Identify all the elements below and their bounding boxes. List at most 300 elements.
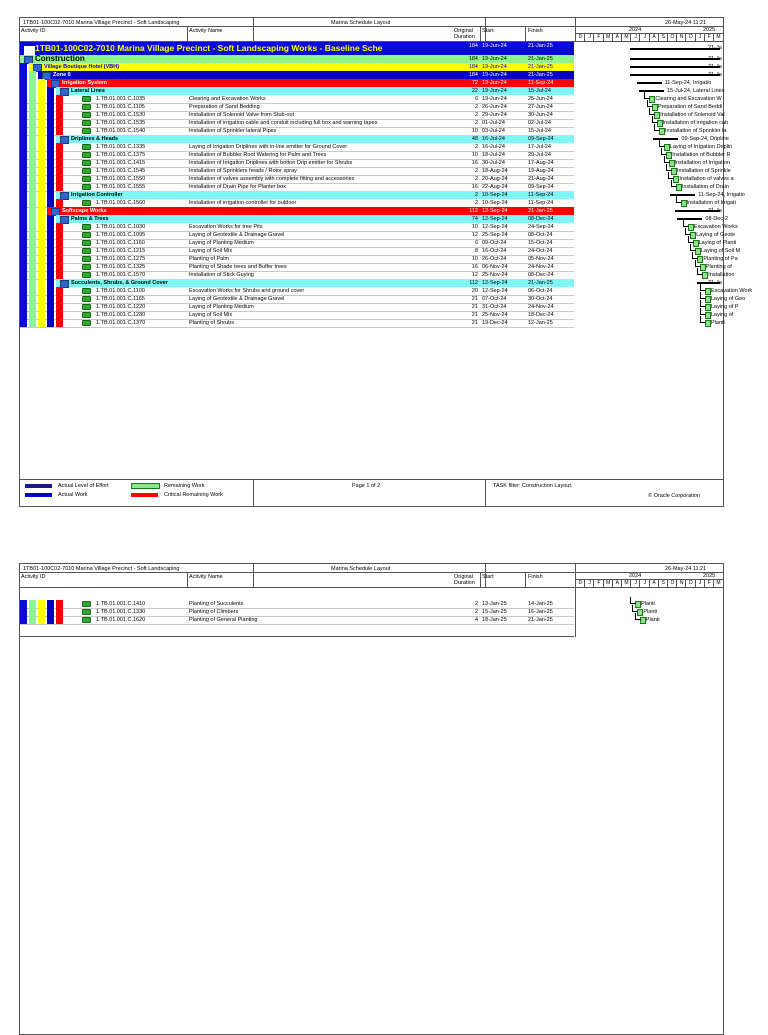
start-date: 19-Jun-24 — [482, 43, 507, 49]
report-date: 26-May-24 11:21 — [665, 20, 707, 26]
activity-row[interactable] — [20, 303, 574, 311]
activity-name: Installation of Sprinklers heads / Rotor spray — [189, 168, 297, 174]
activity-icon — [82, 144, 91, 150]
activity-icon — [82, 601, 91, 607]
activity-icon — [82, 304, 91, 310]
gantt-summary-bar[interactable] — [677, 218, 702, 220]
activity-id: 1.TB.01.001.C.1620 — [96, 617, 146, 623]
activity-row[interactable] — [20, 295, 574, 303]
col-activity-id[interactable]: Activity ID — [21, 28, 46, 34]
gantt-bar-label: Installation of Bubbler R — [672, 151, 731, 158]
gantt-link — [666, 164, 672, 171]
outline-level-bar — [47, 191, 54, 199]
finish-date: 05-Nov-24 — [528, 256, 554, 262]
outline-level-bar — [38, 135, 45, 143]
gantt-row — [575, 231, 736, 239]
start-date: 19-Jun-24 — [482, 56, 507, 62]
gantt-link — [700, 308, 706, 315]
start-date: 25-Sep-24 — [482, 232, 508, 238]
gantt-bar-label: Installation of Solenoid Val — [660, 111, 725, 118]
activity-id: 1.TB.01.001.C.1410 — [96, 601, 146, 607]
activity-row[interactable] — [20, 199, 574, 207]
gantt-bar-label: Installation of Sprinkle — [677, 167, 731, 174]
start-date: 19-Jun-24 — [482, 96, 507, 102]
original-duration: 20 — [471, 288, 478, 294]
wbs-row[interactable] — [29, 63, 574, 71]
activity-name: Installation of Solenoid Valve from Stub-out — [189, 112, 295, 118]
gantt-row — [575, 135, 729, 143]
start-date: 25-Nov-24 — [482, 272, 508, 278]
start-date: 26-Jun-24 — [482, 104, 507, 110]
gantt-bar-label: 21-Ja — [708, 45, 722, 51]
start-date: 12-Sep-24 — [482, 208, 508, 214]
gantt-row — [575, 127, 727, 135]
finish-date: 09-Sep-24 — [528, 136, 554, 142]
timescale-month: A — [612, 33, 622, 41]
gantt-bar-label: Planti — [645, 616, 660, 623]
gantt-row — [575, 111, 723, 119]
activity-name: Preparation of Sand Bedding — [189, 104, 260, 110]
gantt-bar-label: Laying of Irrigation Driplin — [669, 143, 733, 150]
timescale-month: J — [639, 33, 649, 41]
gantt-row — [575, 215, 729, 223]
original-duration: 2 — [474, 176, 478, 182]
gantt-bar-label: Excavation Works — [693, 223, 738, 230]
gantt-summary-bar[interactable] — [637, 82, 662, 84]
activity-icon — [82, 112, 91, 118]
start-date: 12-Sep-24 — [482, 224, 508, 230]
gantt-bar-label: Planti — [643, 608, 658, 615]
timescale-month: N — [676, 33, 686, 41]
gantt-link — [683, 220, 689, 227]
activity-row[interactable] — [20, 95, 574, 103]
finish-date: 27-Jun-24 — [528, 104, 553, 110]
activity-row[interactable] — [20, 319, 574, 327]
gantt-link — [661, 148, 667, 155]
activity-row[interactable] — [20, 183, 574, 191]
start-date: 03-Jul-24 — [482, 128, 505, 134]
finish-date: 21-Jan-25 — [528, 208, 553, 214]
wbs-row[interactable] — [56, 135, 574, 143]
activity-row[interactable] — [20, 143, 574, 151]
activity-icon — [82, 200, 91, 206]
outline-level-bar — [20, 207, 27, 215]
start-date: 16-Oct-24 — [482, 248, 507, 254]
col-activity-name[interactable]: Activity Name — [189, 574, 223, 580]
start-date: 31-Oct-24 — [482, 304, 507, 310]
gantt-bar-label: Excavation Work — [711, 287, 753, 294]
finish-date: 21-Jan-25 — [528, 280, 553, 286]
timescale-month: F — [704, 579, 714, 587]
wbs-name: Construction — [35, 54, 85, 63]
finish-date: 29-Jul-24 — [528, 152, 551, 158]
start-date: 10-Sep-24 — [482, 200, 508, 206]
activity-row[interactable] — [20, 151, 574, 159]
gantt-bar-label: Installation of irrigation cab — [662, 119, 729, 126]
timescale-month: S — [658, 33, 668, 41]
activity-id: 1.TB.01.001.C.1215 — [96, 248, 146, 254]
gantt-row — [575, 151, 731, 159]
gantt-bar-label: Installation of Irrigation — [674, 159, 730, 166]
timescale-year-2024: 2024 — [629, 27, 642, 33]
col-activity-name[interactable]: Activity Name — [189, 28, 223, 34]
finish-date: 08-Dec-24 — [528, 216, 554, 222]
outline-level-bar — [20, 71, 27, 79]
gantt-link — [692, 252, 698, 259]
activity-name: Laying of Planting Medium — [189, 240, 254, 246]
gantt-bar-label: 21-Ja — [708, 207, 722, 214]
gantt-link — [649, 108, 655, 115]
wbs-name: Irrigation Controller — [71, 192, 123, 198]
project-title: 1TB01-100C02-7010 Marina Village Precinct - Soft Landscaping — [23, 20, 180, 26]
gantt-link — [644, 92, 650, 99]
outline-level-bar — [20, 79, 27, 87]
activity-id: 1.TB.01.001.C.1535 — [96, 120, 146, 126]
timescale-month: D — [575, 579, 585, 587]
activity-row[interactable] — [20, 119, 574, 127]
activity-row[interactable] — [20, 223, 574, 231]
legend-actual-loe: Actual Level of Effort — [58, 483, 109, 489]
folder-icon — [24, 46, 35, 55]
report-header-2 — [20, 564, 723, 588]
wbs-row[interactable] — [56, 215, 574, 223]
col-duration-line1[interactable]: Original — [454, 28, 473, 34]
activity-row[interactable] — [20, 255, 574, 263]
activity-id: 1.TB.01.001.C.1530 — [96, 112, 146, 118]
activity-row[interactable] — [20, 608, 574, 616]
outline-level-bar — [20, 135, 27, 143]
wbs-name: Succulents, Shrubs, & Ground Cover — [71, 280, 168, 286]
original-duration: 184 — [468, 56, 478, 62]
wbs-row[interactable] — [56, 87, 574, 95]
outline-level-bar — [29, 79, 36, 87]
gantt-bar-label: Planting of Pa — [703, 255, 738, 262]
gantt-bar-label: Laying of Geote — [696, 231, 736, 238]
outline-level-bar — [20, 191, 27, 199]
wbs-row[interactable] — [38, 71, 574, 79]
activity-id: 1.TB.01.001.C.1545 — [96, 168, 146, 174]
activity-name: Installation of Bubbler Root Watering for Palm and Trees — [189, 152, 327, 158]
wbs-row[interactable] — [47, 207, 574, 215]
activity-id: 1.TB.01.001.C.1330 — [96, 609, 146, 615]
gantt-row — [575, 175, 734, 183]
activity-row[interactable] — [20, 247, 574, 255]
gantt-row — [575, 191, 745, 199]
timescale-month: J — [695, 33, 705, 41]
activity-name: Laying of Planting Medium — [189, 304, 254, 310]
gantt-link — [690, 244, 696, 251]
gantt-bar-label: 09-Sep-24, Dripline — [681, 135, 729, 142]
finish-date: 11-Sep-24 — [528, 80, 554, 86]
outline-level-bar — [47, 215, 54, 223]
finish-date: 24-Nov-24 — [528, 304, 554, 310]
timescale-month: A — [612, 579, 622, 587]
outline-level-bar — [38, 207, 45, 215]
timescale-month: J — [584, 579, 594, 587]
gantt-bar-label: Laying of — [711, 311, 734, 318]
outline-level-bar — [29, 215, 36, 223]
timescale-month: S — [658, 579, 668, 587]
original-duration: 184 — [468, 72, 478, 78]
activity-row[interactable] — [20, 175, 574, 183]
original-duration: 12 — [471, 232, 478, 238]
timescale-month: M — [621, 33, 631, 41]
finish-date: 16-Jan-25 — [528, 609, 553, 615]
timescale-month: J — [695, 579, 705, 587]
gantt-bar-label: Planti — [711, 319, 725, 326]
gantt-bar-label: Clearing and Excavation W — [655, 95, 722, 102]
original-duration: 10 — [471, 128, 478, 134]
start-date: 06-Nov-24 — [482, 264, 508, 270]
activity-icon — [82, 232, 91, 238]
outline-level-bar — [38, 191, 45, 199]
gantt-link — [654, 124, 660, 131]
finish-date: 21-Jan-25 — [528, 43, 553, 49]
gantt-row — [575, 255, 738, 263]
gantt-row — [575, 247, 741, 255]
finish-date: 21-Jan-25 — [528, 617, 553, 623]
timescale-month: M — [603, 33, 613, 41]
outline-level-bar — [47, 87, 54, 95]
row-separator — [20, 624, 574, 625]
activity-icon — [82, 617, 91, 623]
finish-date: 21-Aug-24 — [528, 176, 554, 182]
finish-date: 02-Jul-24 — [528, 120, 551, 126]
activity-icon — [82, 296, 91, 302]
original-duration: 6 — [474, 240, 478, 246]
activity-row[interactable] — [20, 287, 574, 295]
start-date: 22-Aug-24 — [482, 184, 508, 190]
activity-icon — [82, 240, 91, 246]
finish-date: 15-Jul-24 — [528, 128, 551, 134]
gantt-summary-bar[interactable] — [653, 138, 678, 140]
timescale — [575, 572, 723, 587]
activity-icon — [82, 609, 91, 615]
timescale-month: D — [685, 33, 695, 41]
activity-name: Installation of Stick Guying — [189, 272, 254, 278]
start-date: 01-Jul-24 — [482, 120, 505, 126]
finish-date: 11-Sep-24 — [528, 192, 554, 198]
col-duration-line2: Duration — [454, 580, 475, 586]
gantt-bar-label: 21-Ja — [708, 55, 722, 62]
start-date: 19-Jun-24 — [482, 72, 507, 78]
timescale-month: M — [713, 579, 723, 587]
timescale-month: J — [584, 33, 594, 41]
activity-row[interactable] — [20, 263, 574, 271]
activity-name: Laying of Irrigation Driplines with in-line emitter for Ground Cover — [189, 144, 348, 150]
timescale-month: J — [630, 579, 640, 587]
gantt-row — [575, 239, 737, 247]
col-start[interactable]: Start — [482, 28, 494, 34]
original-duration: 16 — [471, 160, 478, 166]
finish-date: 15-Oct-24 — [528, 240, 553, 246]
gantt-bar-label: 15-Jul-24, Lateral Lines — [667, 87, 725, 94]
activity-id: 1.TB.01.001.C.1280 — [96, 312, 146, 318]
activity-icon — [82, 104, 91, 110]
outline-level-bar — [38, 79, 45, 87]
gantt-link — [700, 284, 706, 291]
original-duration: 2 — [474, 192, 478, 198]
activity-row[interactable] — [20, 600, 574, 608]
activity-name: Laying of Geotextile & Drainage Gravel — [189, 296, 285, 302]
gantt-row — [575, 207, 723, 215]
original-duration: 112 — [469, 208, 478, 214]
original-duration: 8 — [474, 248, 478, 254]
outline-level-bar — [47, 135, 54, 143]
legend-swatch-loe — [25, 484, 52, 488]
outline-level-bar — [29, 279, 36, 287]
activity-id: 1.TB.01.001.C.1415 — [96, 160, 146, 166]
activity-row[interactable] — [20, 127, 574, 135]
col-finish[interactable]: Finish — [528, 574, 543, 580]
gantt-summary-bar[interactable] — [630, 48, 720, 50]
start-date: 12-Sep-24 — [482, 288, 508, 294]
outline-level-bar — [29, 135, 36, 143]
activity-id: 1.TB.01.001.C.1570 — [96, 272, 146, 278]
legend-critical: Critical Remaining Work — [164, 492, 223, 498]
gantt-row — [575, 63, 723, 71]
original-duration: 2 — [474, 104, 478, 110]
finish-date: 08-Oct-24 — [528, 232, 553, 238]
original-duration: 21 — [471, 320, 478, 326]
original-duration: 74 — [471, 216, 478, 222]
wbs-row[interactable] — [56, 279, 574, 287]
wbs-name: Irrigation System — [62, 80, 107, 86]
activity-icon — [82, 176, 91, 182]
wbs-name: Driplines & Heads — [71, 136, 119, 142]
start-date: 19-Dec-24 — [482, 320, 508, 326]
col-finish[interactable]: Finish — [528, 28, 543, 34]
start-date: 16-Jul-24 — [482, 144, 505, 150]
col-duration-line1[interactable]: Original — [454, 574, 473, 580]
activity-id: 1.TB.01.001.C.1550 — [96, 176, 146, 182]
finish-date: 14-Jan-25 — [528, 601, 553, 607]
activity-row[interactable] — [20, 103, 574, 111]
start-date: 19-Jun-24 — [482, 80, 507, 86]
outline-level-bar — [29, 71, 36, 79]
activity-row[interactable] — [20, 616, 574, 624]
col-duration-line2: Duration — [454, 34, 475, 40]
timescale — [575, 26, 723, 41]
activity-row[interactable] — [20, 159, 574, 167]
original-duration: 6 — [474, 96, 478, 102]
report-footer — [20, 479, 723, 506]
gantt-row — [575, 271, 735, 279]
timescale-month: F — [704, 33, 714, 41]
original-duration: 48 — [471, 136, 478, 142]
gantt-row — [575, 223, 738, 231]
activity-row[interactable] — [20, 271, 574, 279]
wbs-row[interactable] — [20, 42, 574, 55]
activity-name: Planting of Climbers — [189, 609, 239, 615]
activity-row[interactable] — [20, 231, 574, 239]
wbs-name: Zone 6 — [53, 72, 71, 78]
outline-level-bar — [29, 87, 36, 95]
wbs-row[interactable] — [20, 55, 574, 63]
gantt-bar-label: 21-Ja — [708, 71, 722, 78]
outline-level-bar — [38, 279, 45, 287]
activity-row[interactable] — [20, 239, 574, 247]
gantt-bar-label: Laying of Soil M — [701, 247, 741, 254]
gantt-link — [664, 156, 670, 163]
activity-id: 1.TB.01.001.C.1105 — [96, 104, 145, 110]
activity-row[interactable] — [20, 311, 574, 319]
outline-level-bar — [20, 63, 27, 71]
original-duration: 21 — [471, 312, 478, 318]
activity-id: 1.TB.01.001.C.1160 — [96, 240, 145, 246]
start-date: 13-Jan-25 — [482, 601, 507, 607]
original-duration: 10 — [471, 224, 478, 230]
gantt-summary-bar[interactable] — [639, 90, 664, 92]
start-date: 18-Jan-25 — [482, 617, 507, 623]
wbs-row[interactable] — [47, 79, 574, 87]
col-activity-id[interactable]: Activity ID — [21, 574, 46, 580]
activity-id: 1.TB.01.001.C.1375 — [96, 152, 146, 158]
row-separator — [20, 327, 574, 328]
activity-name: Installation of irrigation cable and conduit including full box and warning tapes — [189, 120, 378, 126]
gantt-bar-label: Laying of P — [711, 303, 739, 310]
finish-date: 24-Nov-24 — [528, 264, 554, 270]
outline-level-bar — [29, 191, 36, 199]
layout-title: Marina Schedule Layout — [331, 566, 391, 572]
gantt-link — [697, 268, 703, 275]
activity-name: Excavation Works for tree Pits — [189, 224, 263, 230]
finish-date: 15-Jul-24 — [528, 88, 551, 94]
start-date: 07-Oct-24 — [482, 296, 507, 302]
activity-name: Planting of Shrubs — [189, 320, 234, 326]
gantt-summary-bar[interactable] — [670, 194, 695, 196]
activity-name: Installation of Drain Pipe for Planter box — [189, 184, 286, 190]
layout-title: Marina Schedule Layout — [331, 20, 391, 26]
finish-date: 17-Aug-24 — [528, 160, 554, 166]
outline-level-bar — [29, 207, 36, 215]
activity-row[interactable] — [20, 167, 574, 175]
col-start[interactable]: Start — [482, 574, 494, 580]
gantt-row — [575, 42, 723, 55]
activity-icon — [82, 224, 91, 230]
start-date: 30-Jul-24 — [482, 160, 505, 166]
activity-row[interactable] — [20, 111, 574, 119]
finish-date: 06-Oct-24 — [528, 288, 553, 294]
original-duration: 2 — [474, 609, 478, 615]
activity-icon — [82, 248, 91, 254]
finish-date: 09-Sep-24 — [528, 184, 554, 190]
start-date: 18-Aug-24 — [482, 168, 508, 174]
finish-date: 30-Oct-24 — [528, 296, 553, 302]
gantt-link — [630, 597, 636, 604]
finish-date: 12-Jan-25 — [528, 320, 553, 326]
wbs-name: Village Boutique Hotel (VBH) — [44, 64, 120, 70]
outline-level-bar — [38, 215, 45, 223]
gantt-bar-label: 11-Sep-24, Irrigatio — [664, 79, 712, 86]
wbs-row[interactable] — [56, 191, 574, 199]
wbs-name: 1TB01-100C02-7010 Marina Village Precinct - Soft Landscaping Works - Baseline Sche — [35, 43, 383, 53]
original-duration: 21 — [471, 296, 478, 302]
finish-date: 24-Sep-24 — [528, 224, 554, 230]
activity-name: Planting of Shade trees and Buffer trees — [189, 264, 287, 270]
original-duration: 22 — [471, 88, 478, 94]
activity-icon — [82, 272, 91, 278]
activity-id: 1.TB.01.001.C.1220 — [96, 304, 146, 310]
gantt-bar-label: Installation — [708, 271, 735, 278]
timescale-month: M — [713, 33, 723, 41]
gantt-bar-label: 11-Sep-24, Irrigatio — [698, 191, 745, 198]
activity-id: 1.TB.01.001.C.1555 — [96, 184, 146, 190]
start-date: 09-Oct-24 — [482, 240, 507, 246]
activity-name: Laying of Soil Mix — [189, 312, 233, 318]
task-filter: TASK filter: Construction Layout. — [493, 483, 573, 489]
gantt-link — [632, 605, 638, 612]
